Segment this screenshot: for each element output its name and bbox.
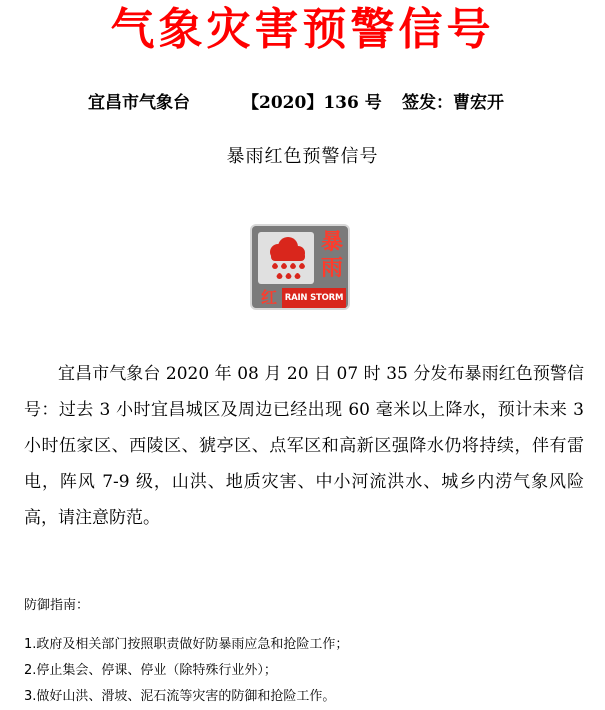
guide-item: 3.做好山洪、滑坡、泥石流等灾害的防御和抢险工作。 — [24, 689, 336, 704]
badge-level-char: 红 — [260, 288, 277, 307]
defense-guide-list — [24, 632, 584, 710]
badge-english-label: RAIN STORM — [282, 288, 346, 308]
issue-info-row — [0, 90, 605, 116]
warning-paragraph: 宜昌市气象台 2020 年 08 月 20 日 07 时 35 分发布暴雨红色预警信号：过去 3 小时宜昌城区及周边已经出现 60 毫米以上降水，预计未来 3 小时伍家区、西陵区、猇亭区、点军区和高新区强降水仍将持续，伴有雷电，阵风 7-9 级，山洪、地质灾害、中小河流洪水、城乡内涝气象风险高，请注意防范。 — [24, 364, 584, 528]
badge-chinese-label — [316, 230, 348, 282]
page-title: 气象灾害预警信号 — [110, 4, 495, 55]
rainstorm-red-warning-badge — [250, 224, 350, 310]
guide-item: 2.停止集会、停课、停业（除特殊行业外）； — [24, 663, 277, 678]
signer: 签发：曹宏开 — [402, 93, 504, 113]
rain-cloud-icon-graphic — [258, 232, 314, 284]
document-number: 【2020】136 号 — [242, 93, 382, 113]
warning-body — [24, 356, 584, 536]
guide-item: 1.政府及相关部门按照职责做好防暴雨应急和抢险工作； — [24, 637, 349, 652]
issuer: 宜昌市气象台 — [88, 93, 190, 113]
alert-name: 暴雨红色预警信号 — [226, 146, 379, 167]
badge-bottom-row — [258, 288, 346, 308]
rain-cloud-icon — [258, 232, 314, 284]
badge-char-1: 暴 — [320, 230, 343, 255]
defense-guide-title: 防御指南： — [24, 598, 90, 613]
badge-char-2: 雨 — [320, 256, 343, 281]
